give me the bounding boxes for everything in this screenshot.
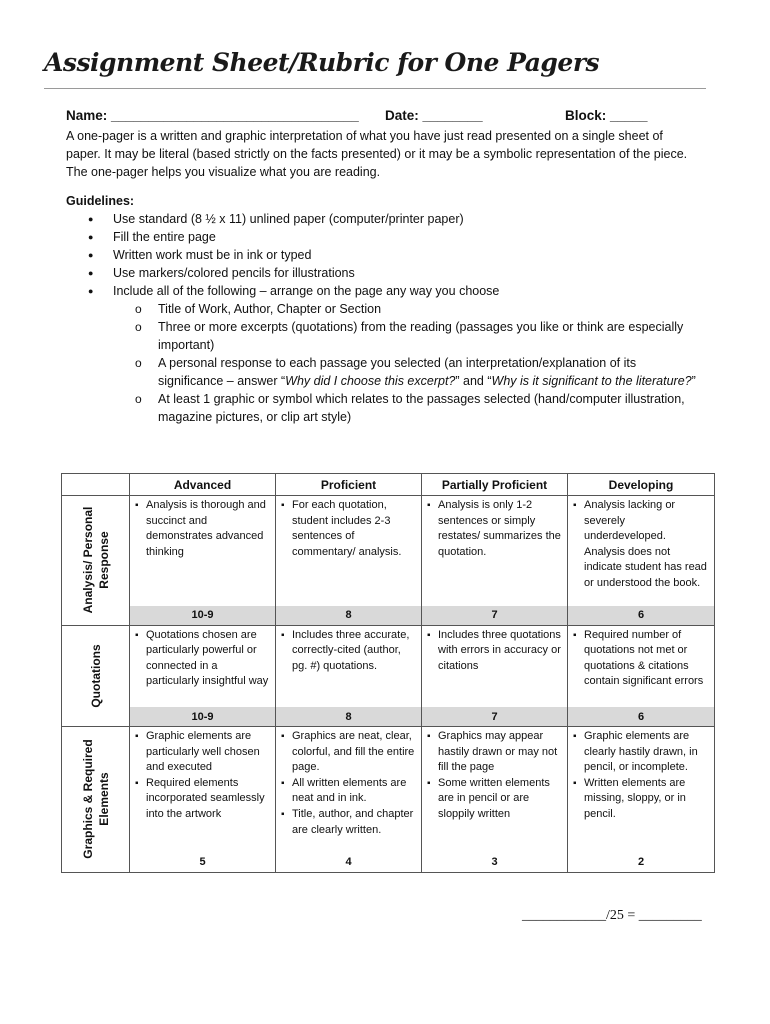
column-header-partially-proficient: Partially Proficient	[422, 474, 568, 496]
intro-paragraph	[66, 127, 696, 181]
score-cell: 7	[422, 606, 568, 626]
criteria-item: ▪ Title, author, and chapter are clearly written.	[280, 807, 415, 838]
column-header-developing: Developing	[568, 474, 715, 496]
score-row-analysis	[62, 606, 715, 626]
subitem-text: ” and “	[455, 374, 492, 388]
guidelines-sublist	[66, 300, 706, 426]
criteria-item: ▪ Includes three quotations with errors in accuracy or citations	[426, 628, 561, 675]
criteria-item: ▪ Graphic elements are particularly well chosen and executed	[134, 729, 269, 776]
criteria-item: ▪ Quotations chosen are particularly powerful or connected in a particularly insightful way	[134, 628, 269, 690]
subitem-question: Why did I choose this excerpt?	[285, 374, 456, 388]
name-field[interactable]: Name: _________________________________	[66, 108, 359, 123]
score-cell: 8	[276, 707, 422, 727]
row-label-line: Graphics & Required	[80, 739, 95, 859]
rubric-row-analysis	[62, 496, 715, 606]
rubric-cell	[422, 625, 568, 707]
row-label-line: Analysis/ Personal	[80, 506, 95, 614]
row-label-graphics	[62, 727, 130, 873]
rubric-row-quotations	[62, 625, 715, 707]
guideline-subitem: o Three or more excerpts (quotations) from the reading (passages you like or think are especially important)	[66, 318, 706, 354]
criteria-item: ▪ All written elements are neat and in ink.	[280, 776, 415, 807]
subitem-question: Why is it significant to the literature?	[491, 374, 692, 388]
guideline-item: ● Use standard (8 ½ x 11) unlined paper (computer/printer paper)	[66, 210, 706, 228]
criteria-item: ▪ Analysis is thorough and succinct and demonstrates advanced thinking	[134, 498, 269, 560]
rubric-corner-cell	[62, 474, 130, 496]
rubric-cell	[568, 727, 715, 853]
rubric-cell	[130, 625, 276, 707]
score-cell: 10-9	[130, 606, 276, 626]
column-header-advanced: Advanced	[130, 474, 276, 496]
criteria-item: ▪ Graphics are neat, clear, colorful, and fill the entire page.	[280, 729, 415, 776]
score-row-graphics	[62, 853, 715, 873]
guideline-subitem-response	[66, 354, 706, 390]
rubric-cell	[422, 727, 568, 853]
criteria-item: ▪ Graphic elements are clearly hastily drawn, in pencil, or incomplete.	[572, 729, 708, 776]
rubric-cell	[276, 727, 422, 853]
criteria-item: ▪ Written elements are missing, sloppy, or in pencil.	[572, 776, 708, 823]
block-field[interactable]: Block: _____	[565, 108, 648, 123]
rubric-cell	[568, 625, 715, 707]
criteria-item: ▪ For each quotation, student includes 2-3 sentences of commentary/ analysis.	[280, 498, 415, 560]
rubric-cell	[130, 496, 276, 606]
score-cell: 6	[568, 606, 715, 626]
criteria-item: ▪ Includes three accurate, correctly-cited (author, pg. #) quotations.	[280, 628, 415, 675]
score-cell: 7	[422, 707, 568, 727]
column-header-proficient: Proficient	[276, 474, 422, 496]
row-label-quotations	[62, 625, 130, 727]
guideline-subitem: o Title of Work, Author, Chapter or Section	[66, 300, 706, 318]
criteria-item: ▪ Some written elements are in pencil or are sloppily written	[426, 776, 561, 823]
score-cell: 4	[276, 853, 422, 873]
row-label-line: Response	[96, 531, 111, 589]
score-row-quotations	[62, 707, 715, 727]
rubric-header-row	[62, 474, 715, 496]
subitem-text: ”	[691, 374, 696, 388]
row-label-line: Elements	[96, 772, 111, 826]
criteria-item: ▪ Analysis lacking or severely underdeveloped. Analysis does not indicate student has read or understood the book.	[572, 498, 708, 592]
rubric-cell	[422, 496, 568, 606]
criteria-item: ▪ Required elements incorporated seamlessly into the artwork	[134, 776, 269, 823]
date-field[interactable]: Date: ________	[385, 108, 483, 123]
score-cell: 2	[568, 853, 715, 873]
title-divider	[44, 88, 706, 89]
criteria-item: ▪ Required number of quotations not met or quotations & citations contain significant errors	[572, 628, 708, 690]
guideline-item: ● Fill the entire page	[66, 228, 706, 246]
row-label-analysis	[62, 496, 130, 626]
intro-text: A one-pager is a written and graphic interpretation of what you have just read presented on a single sheet of paper. It may be literal (based strictly on the facts presented) or it may be a symbolic representation of the piece. The one-pager helps you visualize what you are reading.	[66, 129, 688, 179]
rubric-table	[61, 473, 715, 873]
guideline-item: ● Use markers/colored pencils for illustrations	[66, 264, 706, 282]
total-score-line[interactable]: ____________/25 = _________	[522, 908, 702, 923]
rubric-cell	[130, 727, 276, 853]
guidelines-title: Guidelines:	[66, 194, 135, 208]
page-title: Assignment Sheet/Rubric for One Pagers	[44, 48, 600, 77]
score-cell: 6	[568, 707, 715, 727]
guideline-subitem: o At least 1 graphic or symbol which relates to the passages selected (hand/computer illustration, magazine pictures, or clip art style)	[66, 390, 706, 426]
guidelines-list	[66, 210, 706, 300]
score-cell: 8	[276, 606, 422, 626]
guidelines-section	[66, 192, 706, 426]
guideline-item: ● Include all of the following – arrange on the page any way you choose	[66, 282, 706, 300]
score-cell: 3	[422, 853, 568, 873]
rubric-row-graphics	[62, 727, 715, 853]
rubric-cell	[568, 496, 715, 606]
score-cell: 10-9	[130, 707, 276, 727]
subitem-text: A personal response to each passage you selected (an interpretation/explanation of its significance – answer “	[158, 356, 637, 388]
score-cell: 5	[130, 853, 276, 873]
guideline-item: ● Written work must be in ink or typed	[66, 246, 706, 264]
rubric-cell	[276, 496, 422, 606]
rubric-cell	[276, 625, 422, 707]
criteria-item: ▪ Analysis is only 1-2 sentences or simply restates/ summarizes the quotation.	[426, 498, 561, 560]
criteria-item: ▪ Graphics may appear hastily drawn or may not fill the page	[426, 729, 561, 776]
row-label-line: Quotations	[88, 644, 103, 708]
